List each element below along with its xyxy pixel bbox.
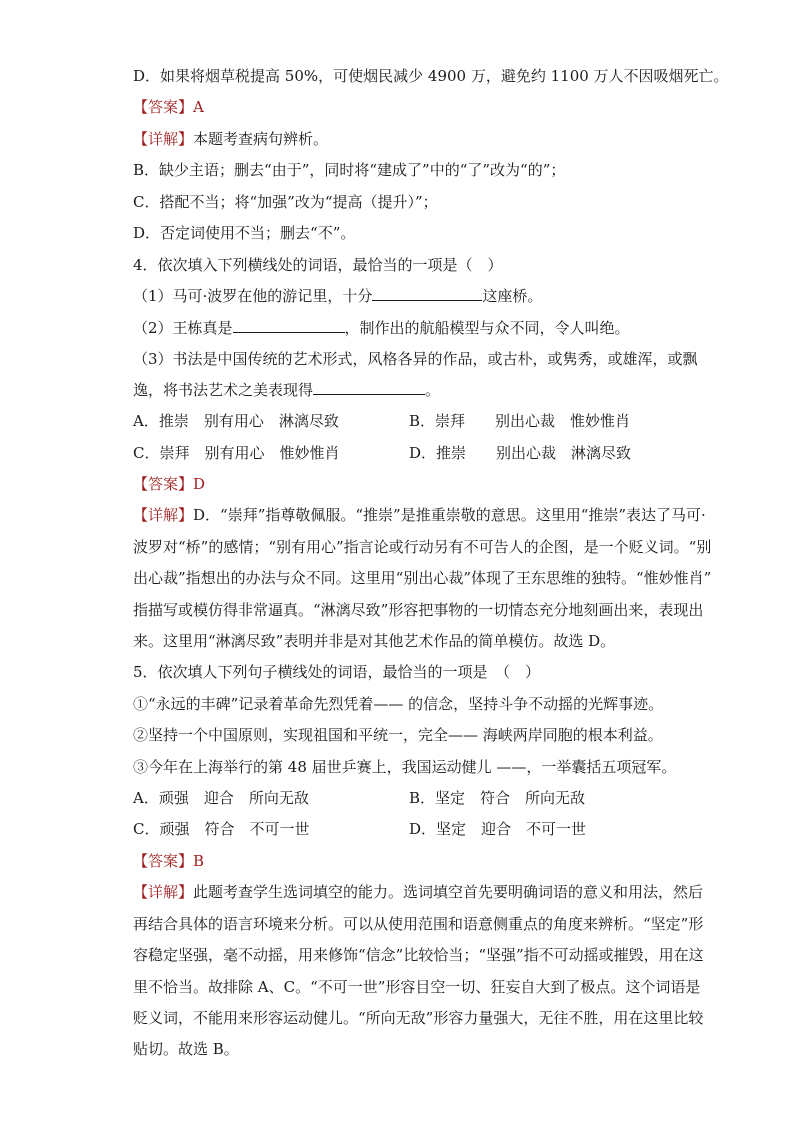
detail-text: D．“崇拜”指尊敬佩服。“推崇”是推重崇敬的意思。这里用“推崇”表达了马可·	[193, 506, 706, 524]
q4-option-b: B．崇拜 别出心裁 惟妙惟肖	[409, 412, 631, 430]
q3-answer	[133, 97, 204, 117]
q4-sentence-3-line-2	[133, 380, 440, 400]
q5-sentence-2: ②坚持一个中国原则，实现祖国和平统一，完全—— 海峡两岸同胞的根本利益。	[133, 726, 663, 744]
q3-explain-c: C．搭配不当；将“加强”改为“提高（提升）”；	[133, 193, 438, 211]
answer-value: B	[193, 852, 205, 870]
q4-option-d: D．推崇 别出心裁 淋漓尽致	[409, 444, 632, 462]
detail-label: 【详解】	[133, 506, 194, 524]
q4-sentence-1	[133, 286, 542, 306]
q5-detail-line-4: 里不恰当。故排除 A、C。“不可一世”形容目空一切、狂妄自大到了极点。这个词语是	[133, 978, 701, 996]
q4-s3-post: 。	[425, 381, 441, 399]
q5-sentence-1: ①“永远的丰碑”记录着革命先烈凭着—— 的信念，坚持斗争不动摇的光辉事迹。	[133, 695, 664, 713]
q4-stem: 4．依次填入下列横线处的词语，最恰当的一项是（ ）	[133, 256, 503, 274]
detail-text: 此题考查学生选词填空的能力。选词填空首先要明确词语的意义和用法，然后	[193, 883, 704, 901]
q5-answer	[133, 851, 204, 871]
q4-option-c: C．崇拜 别有用心 惟妙惟肖	[133, 444, 340, 462]
q4-s3-pre: 逸，将书法艺术之美表现得	[133, 381, 314, 399]
fill-blank	[233, 318, 345, 333]
q4-s2-post: ，制作出的航船模型与众不同，令人叫绝。	[344, 319, 630, 337]
q3-option-d: D．如果将烟草税提高 50%，可使烟民减少 4900 万，避免约 1100 万人不因吸烟死亡。	[133, 67, 729, 85]
q3-explain-b: B．缺少主语；删去“由于”，同时将“建成了”中的“了”改为“的”；	[133, 161, 566, 179]
q5-option-c: C．顽强 符合 不可一世	[133, 820, 310, 838]
q5-detail-line-6: 贴切。故选 B。	[133, 1040, 239, 1058]
q3-explain-d: D．否定词使用不当；删去“不”。	[133, 224, 356, 242]
q5-detail-line-5: 贬义词，不能用来形容运动健儿。“所向无敌”形容力量强大，无往不胜，用在这里比较	[133, 1009, 704, 1027]
q5-option-b: B．坚定 符合 所向无敌	[409, 789, 586, 807]
answer-label: 【答案】	[133, 98, 194, 116]
q4-detail-line-2: 波罗对“桥”的感情；“别有用心”指言论或行动另有不可告人的企图，是一个贬义词。“别	[133, 538, 712, 556]
q4-detail-line-1	[133, 505, 706, 525]
q5-stem: 5．依次填人下列句子横线处的词语，最恰当的一项是 （ ）	[133, 663, 541, 681]
q5-sentence-3: ③今年在上海举行的第 48 届世乒赛上，我国运动健儿 ——，一举囊括五项冠军。	[133, 758, 677, 776]
q4-detail-line-5: 来。这里用“淋漓尽致”表明并非是对其他艺术作品的简单模仿。故选 D。	[133, 632, 616, 650]
q5-option-d: D．坚定 迎合 不可一世	[409, 820, 587, 838]
q4-detail-line-3: 出心裁”指想出的办法与众不同。这里用“别出心裁”体现了王东思维的独特。“惟妙惟肖”	[133, 569, 712, 587]
q4-s1-post: 这座桥。	[482, 287, 543, 305]
q5-detail-line-1	[133, 882, 704, 902]
detail-label: 【详解】	[133, 883, 194, 901]
answer-value: A	[193, 98, 204, 116]
q4-detail-line-4: 指描写或模仿得非常逼真。“淋漓尽致”形容把事物的一切情态充分地刻画出来，表现出	[133, 601, 704, 619]
answer-label: 【答案】	[133, 475, 194, 493]
q4-option-a: A．推崇 别有用心 淋漓尽致	[133, 412, 339, 430]
q4-answer	[133, 474, 205, 494]
q4-sentence-2	[133, 318, 630, 338]
q4-sentence-3-line-1: （3）书法是中国传统的艺术形式，风格各异的作品，或古朴，或隽秀，或雄浑，或飘	[133, 350, 698, 368]
q5-option-a: A．顽强 迎合 所向无敌	[133, 789, 309, 807]
fill-blank	[313, 380, 425, 395]
q4-s2-pre: （2）王栋真是	[133, 319, 233, 337]
q3-detail	[133, 129, 328, 149]
q5-detail-line-3: 容稳定坚强，毫不动摇，用来修饰“信念”比较恰当；“坚强”指不可动摇或摧毁，用在这	[133, 946, 704, 964]
answer-value: D	[193, 475, 206, 493]
q5-detail-line-2: 再结合具体的语言环境来分析。可以从使用范围和语意侧重点的角度来辨析。“坚定”形	[133, 915, 704, 933]
answer-label: 【答案】	[133, 852, 194, 870]
detail-label: 【详解】	[133, 130, 194, 148]
detail-text: 本题考查病句辨析。	[193, 130, 329, 148]
fill-blank	[372, 286, 482, 301]
q4-s1-pre: （1）马可·波罗在他的游记里，十分	[133, 287, 373, 305]
